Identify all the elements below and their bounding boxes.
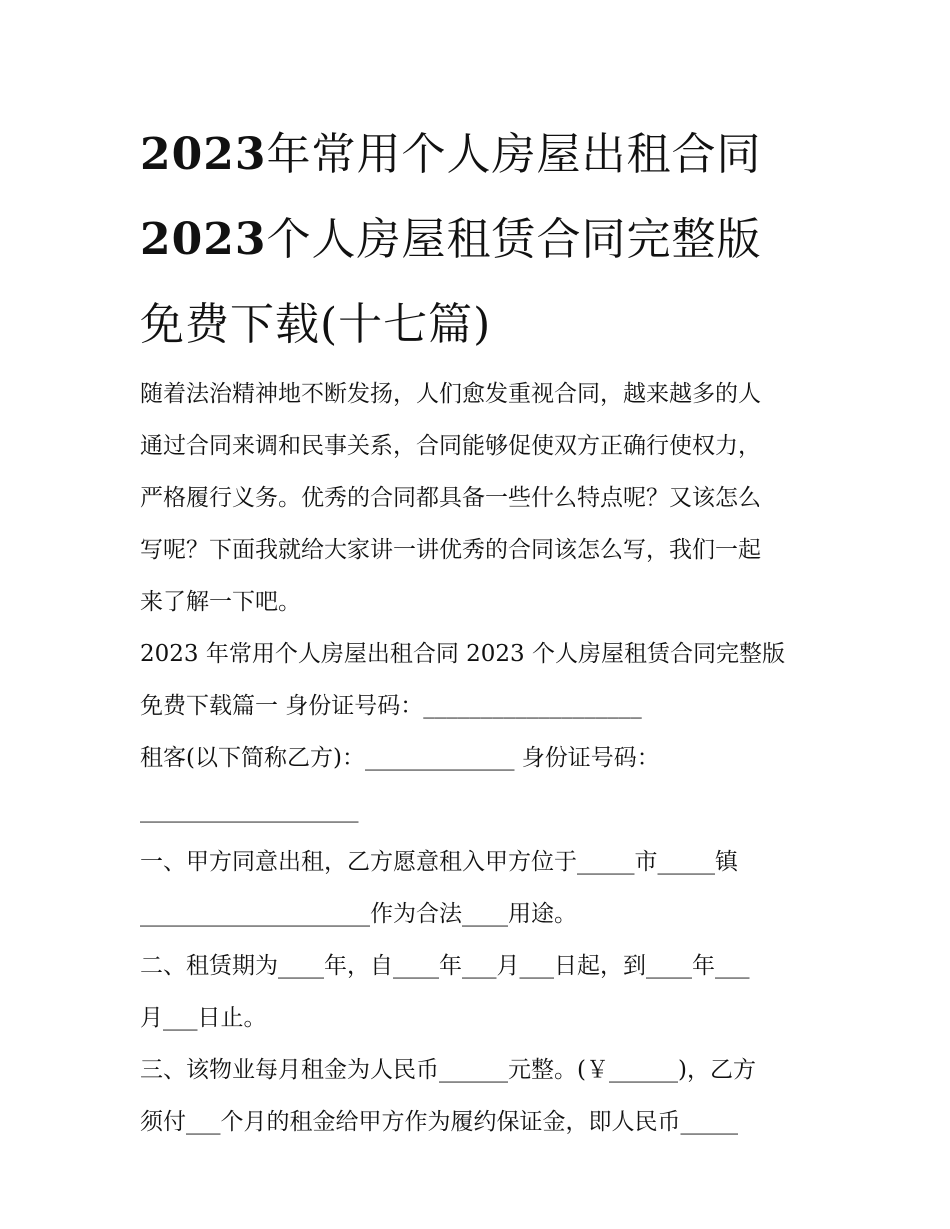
title-line-1 bbox=[140, 112, 820, 197]
contract-line: 2023 年常用个人房屋出租合同 2023 个人房屋租赁合同完整版 bbox=[140, 641, 785, 667]
contract-line: 免费下载篇一 身份证号码：___________________ bbox=[140, 693, 642, 719]
title-year: 2023 bbox=[140, 129, 267, 180]
contract-line: 租客(以下简称乙方)：_____________ 身份证号码： bbox=[140, 745, 660, 771]
contract-section bbox=[140, 628, 820, 1148]
document-title bbox=[140, 112, 820, 367]
document-body bbox=[140, 368, 820, 1148]
intro-line: 随着法治精神地不断发扬，人们愈发重视合同，越来越多的人 bbox=[140, 381, 761, 407]
contract-line: 二、租赁期为____年，自____年___月___日起，到____年___ bbox=[140, 953, 750, 979]
title-text: 个人房屋租赁合同完整版 bbox=[266, 214, 762, 265]
contract-line: 须付___个月的租金给甲方作为履约保证金，即人民币_____ bbox=[140, 1109, 738, 1135]
intro-line: 通过合同来调和民事关系，合同能够促使双方正确行使权力， bbox=[140, 433, 761, 459]
contract-line: ___________________ bbox=[140, 797, 359, 823]
title-line-3 bbox=[140, 282, 820, 367]
document-page bbox=[140, 112, 820, 1148]
intro-line: 来了解一下吧。 bbox=[140, 589, 301, 615]
intro-line: 严格履行义务。优秀的合同都具备一些什么特点呢？又该怎么 bbox=[140, 485, 761, 511]
contract-line: ____________________作为合法____用途。 bbox=[140, 901, 577, 927]
intro-paragraph bbox=[140, 368, 820, 628]
contract-line: 月___日止。 bbox=[140, 1005, 267, 1031]
title-text: 年常用个人房屋出租合同 bbox=[266, 129, 762, 180]
intro-line: 写呢？下面我就给大家讲一讲优秀的合同该怎么写，我们一起 bbox=[140, 537, 761, 563]
title-year: 2023 bbox=[140, 214, 267, 265]
contract-line: 一、甲方同意出租，乙方愿意租入甲方位于_____市_____镇 bbox=[140, 849, 738, 875]
contract-line: 三、该物业每月租金为人民币______元整。(￥______)，乙方 bbox=[140, 1057, 756, 1083]
title-text: 免费下载(十七篇) bbox=[140, 299, 492, 350]
title-line-2 bbox=[140, 197, 820, 282]
